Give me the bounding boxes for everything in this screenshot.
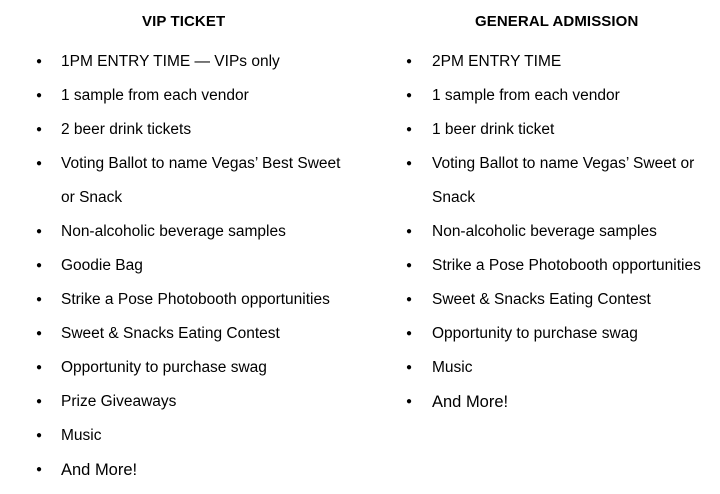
general-admission-title: GENERAL ADMISSION: [475, 13, 639, 30]
list-item-continuation: Snack: [432, 189, 476, 206]
list-item: ● And More!: [0, 453, 370, 487]
bullet-icon: ●: [36, 396, 43, 407]
bullet-icon: ●: [406, 294, 413, 305]
list-item-continuation: or Snack: [61, 189, 123, 206]
list-item: ● 2PM ENTRY TIME: [370, 45, 720, 79]
ga-benefits-list: [370, 45, 720, 419]
list-item: ● Strike a Pose Photobooth opportunities: [0, 283, 370, 317]
bullet-icon: ●: [406, 158, 413, 169]
bullet-icon: ●: [406, 328, 413, 339]
list-item: ● Sweet & Snacks Eating Contest: [370, 283, 720, 317]
list-item: ● 1 sample from each vendor: [370, 79, 720, 113]
list-item: ● Voting Ballot to name Vegas’ Sweet or: [370, 147, 720, 181]
bullet-icon: ●: [36, 464, 43, 475]
list-item: ● Prize Giveaways: [0, 385, 370, 419]
bullet-icon: ●: [36, 158, 43, 169]
bullet-icon: ●: [36, 124, 43, 135]
list-item: ● Sweet & Snacks Eating Contest: [0, 317, 370, 351]
bullet-icon: ●: [36, 294, 43, 305]
vip-ticket-title: VIP TICKET: [142, 13, 226, 30]
bullet-icon: ●: [36, 430, 43, 441]
list-item: ● Opportunity to purchase swag: [0, 351, 370, 385]
list-item: ● And More!: [370, 385, 720, 419]
list-item: ● 1PM ENTRY TIME — VIPs only: [0, 45, 370, 79]
list-item: ● Strike a Pose Photobooth opportunities: [370, 249, 720, 283]
bullet-icon: ●: [406, 56, 413, 67]
bullet-icon: ●: [36, 362, 43, 373]
bullet-icon: ●: [406, 90, 413, 101]
bullet-icon: ●: [406, 124, 413, 135]
list-item: ● Non-alcoholic beverage samples: [370, 215, 720, 249]
list-item: ● 1 beer drink ticket: [370, 113, 720, 147]
list-item: ● 2 beer drink tickets: [0, 113, 370, 147]
vip-benefits-list: [0, 45, 370, 487]
bullet-icon: ●: [36, 328, 43, 339]
bullet-icon: ●: [36, 56, 43, 67]
bullet-icon: ●: [36, 260, 43, 271]
list-item: ● Non-alcoholic beverage samples: [0, 215, 370, 249]
bullet-icon: ●: [406, 362, 413, 373]
bullet-icon: ●: [36, 226, 43, 237]
bullet-icon: ●: [406, 260, 413, 271]
list-item: ● Goodie Bag: [0, 249, 370, 283]
list-item: ● 1 sample from each vendor: [0, 79, 370, 113]
list-item: ● Voting Ballot to name Vegas’ Best Sweet: [0, 147, 370, 181]
bullet-icon: ●: [406, 226, 413, 237]
list-item: ● Opportunity to purchase swag: [370, 317, 720, 351]
bullet-icon: ●: [406, 396, 413, 407]
bullet-icon: ●: [36, 90, 43, 101]
list-item: ● Music: [0, 419, 370, 453]
list-item: ● Music: [370, 351, 720, 385]
